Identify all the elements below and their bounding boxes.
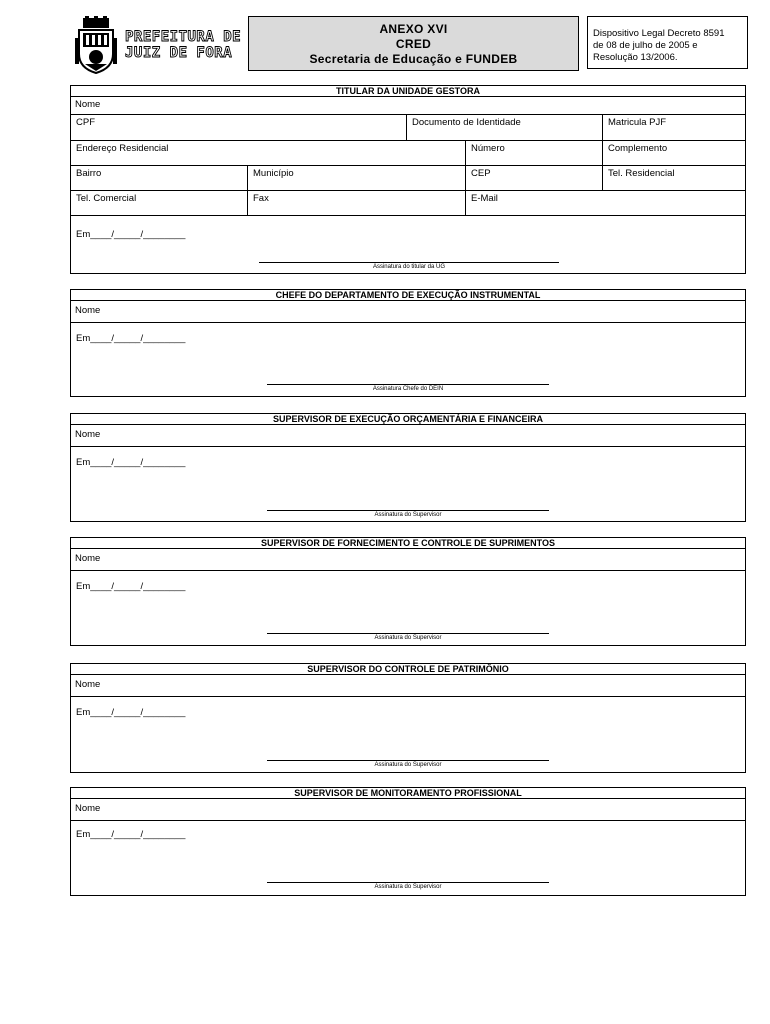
legal-reference-box — [587, 16, 748, 69]
date-field[interactable]: Em____/_____/________ — [76, 229, 186, 240]
cpf-label: CPF — [76, 117, 95, 128]
tel-comercial-label: Tel. Comercial — [76, 193, 137, 204]
bairro-field[interactable] — [71, 166, 247, 190]
nome-label: Nome — [75, 429, 101, 440]
fax-field[interactable] — [247, 191, 465, 215]
tel-residencial-label: Tel. Residencial — [608, 168, 675, 179]
matricula-label: Matricula PJF — [608, 117, 667, 128]
chefe-dein-section — [70, 289, 746, 397]
endereco-row — [71, 141, 745, 166]
nome-row[interactable] — [71, 97, 745, 115]
signature-area — [71, 323, 745, 396]
complemento-label: Complemento — [608, 143, 668, 154]
bairro-label: Bairro — [76, 168, 102, 179]
signature-area — [71, 571, 745, 645]
legal-line3: Resolução 13/2006. — [593, 52, 678, 63]
cep-label: CEP — [471, 168, 491, 179]
documento-identidade-label: Documento de Identidade — [412, 117, 521, 128]
nome-row[interactable] — [71, 675, 745, 697]
cred-title: CRED — [395, 37, 432, 51]
complemento-field[interactable] — [602, 141, 745, 165]
signature-caption: Assinatura do Supervisor — [374, 635, 442, 641]
signature-caption: Assinatura do Supervisor — [374, 762, 442, 768]
supervisor-suprimentos-section — [70, 537, 746, 646]
signature-line[interactable] — [267, 510, 549, 511]
nome-label: Nome — [75, 553, 101, 564]
secretaria-title: Secretaria de Educação e FUNDEB — [309, 52, 518, 66]
tel-comercial-field[interactable] — [71, 191, 247, 215]
numero-field[interactable] — [465, 141, 602, 165]
logo-text-line2: JUIZ DE FORA — [125, 45, 233, 61]
section-title: SUPERVISOR DE EXECUÇÃO ORÇAMENTÁRIA E FINANCEIRA — [71, 414, 745, 425]
section-title: SUPERVISOR DE MONITORAMENTO PROFISSIONAL — [71, 788, 745, 799]
signature-area — [71, 697, 745, 772]
signature-line[interactable] — [259, 262, 559, 263]
supervisor-monitoramento-section — [70, 787, 746, 896]
date-field[interactable]: Em____/_____/________ — [76, 333, 186, 344]
logo-text-line1: PREFEITURA DE — [125, 29, 242, 45]
numero-label: Número — [471, 143, 505, 154]
section-title: SUPERVISOR DO CONTROLE DE PATRIMÔNIO — [71, 664, 745, 675]
cpf-row — [71, 115, 745, 141]
section-title: TITULAR DA UNIDADE GESTORA — [71, 86, 745, 97]
legal-line1: Dispositivo Legal Decreto 8591 — [593, 28, 725, 39]
municipio-label: Município — [253, 168, 294, 179]
signature-area — [71, 216, 745, 273]
matricula-field[interactable] — [602, 115, 745, 140]
prefeitura-logo — [75, 16, 245, 76]
endereco-label: Endereço Residencial — [76, 143, 169, 154]
city-crest-icon — [75, 16, 117, 74]
date-field[interactable]: Em____/_____/________ — [76, 457, 186, 468]
signature-caption: Assinatura do Supervisor — [374, 884, 442, 890]
supervisor-orcamentaria-section — [70, 413, 746, 522]
signature-line[interactable] — [267, 633, 549, 634]
date-field[interactable]: Em____/_____/________ — [76, 829, 186, 840]
document-title-box — [248, 16, 579, 71]
fax-label: Fax — [253, 193, 269, 204]
date-field[interactable]: Em____/_____/________ — [76, 707, 186, 718]
nome-label: Nome — [75, 305, 101, 316]
nome-label: Nome — [75, 803, 101, 814]
nome-label: Nome — [75, 99, 101, 110]
supervisor-patrimonio-section — [70, 663, 746, 773]
section-title: CHEFE DO DEPARTAMENTO DE EXECUÇÃO INSTRUMENTAL — [71, 290, 745, 301]
section-title: SUPERVISOR DE FORNECIMENTO E CONTROLE DE SUPRIMENTOS — [71, 538, 745, 549]
endereco-field[interactable] — [71, 141, 465, 165]
bairro-row — [71, 166, 745, 191]
cep-field[interactable] — [465, 166, 602, 190]
email-field[interactable] — [465, 191, 745, 215]
signature-caption: Assinatura do titular da UG — [372, 264, 446, 270]
signature-area — [71, 821, 745, 895]
cpf-field[interactable] — [71, 115, 406, 140]
titular-section — [70, 85, 746, 274]
signature-line[interactable] — [267, 384, 549, 385]
signature-area — [71, 447, 745, 521]
nome-row[interactable] — [71, 549, 745, 571]
municipio-field[interactable] — [247, 166, 465, 190]
date-field[interactable]: Em____/_____/________ — [76, 581, 186, 592]
nome-row[interactable] — [71, 301, 745, 323]
nome-row[interactable] — [71, 425, 745, 447]
signature-line[interactable] — [267, 882, 549, 883]
nome-row[interactable] — [71, 799, 745, 821]
email-label: E-Mail — [471, 193, 498, 204]
tel-residencial-field[interactable] — [602, 166, 745, 190]
telefone-row — [71, 191, 745, 216]
documento-identidade-field[interactable] — [406, 115, 602, 140]
annex-title: ANEXO XVI — [379, 22, 448, 36]
signature-line[interactable] — [267, 760, 549, 761]
signature-caption: Assinatura do Supervisor — [374, 512, 442, 518]
signature-caption: Assinatura Chefe do DEIN — [372, 386, 444, 392]
legal-line2: de 08 de julho de 2005 e — [593, 40, 698, 51]
nome-label: Nome — [75, 679, 101, 690]
